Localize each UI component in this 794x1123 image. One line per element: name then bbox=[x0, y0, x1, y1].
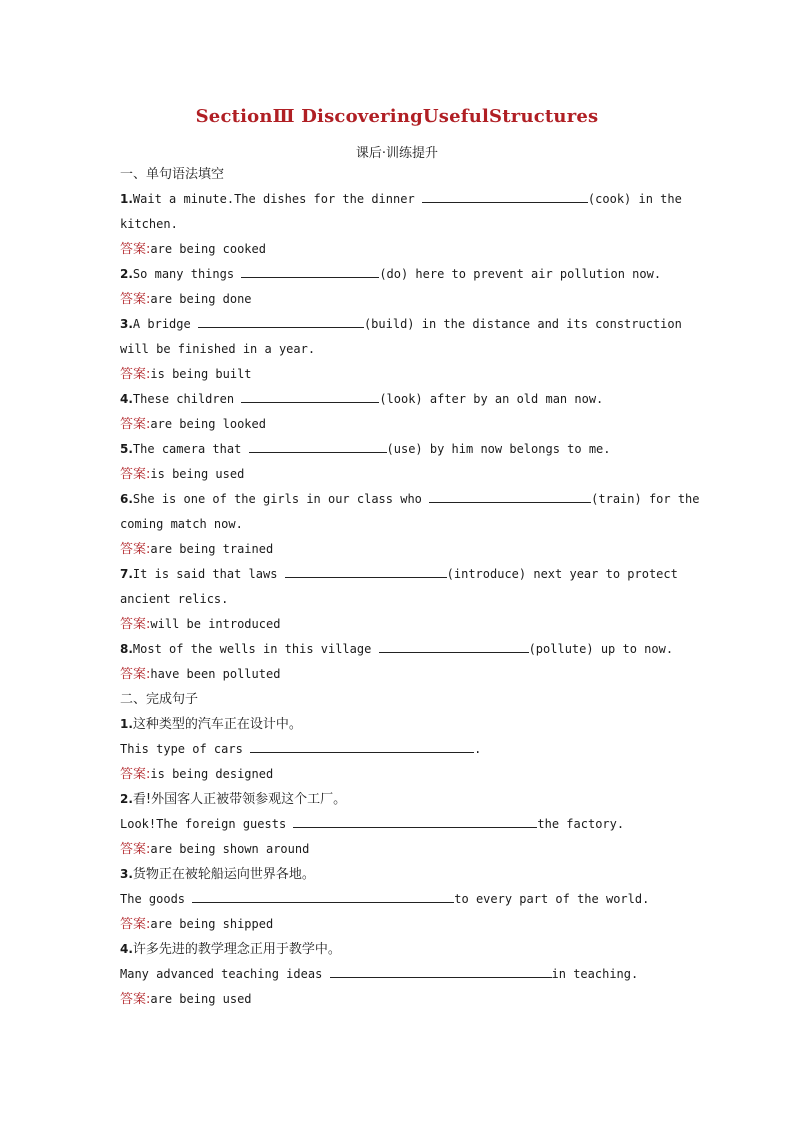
sentence-3-chinese bbox=[120, 862, 674, 887]
question-number: 1. bbox=[120, 192, 133, 206]
answer-text: are being trained bbox=[150, 542, 274, 556]
page-subtitle: 课后·训练提升 bbox=[355, 146, 439, 161]
answer-label: 答案: bbox=[120, 417, 151, 432]
sentence-text: The goods bbox=[120, 892, 186, 906]
answer-3 bbox=[120, 362, 674, 387]
question-text: (cook) in the bbox=[587, 192, 682, 206]
answer-blank[interactable] bbox=[429, 488, 591, 503]
sentence-text: This type of cars bbox=[120, 742, 243, 756]
answer-label: 答案: bbox=[120, 767, 151, 782]
question-text: A bridge bbox=[132, 317, 191, 331]
answer-blank[interactable] bbox=[192, 888, 454, 903]
question-number: 7. bbox=[120, 567, 133, 581]
answer-blank[interactable] bbox=[249, 438, 387, 453]
answer-text: are being looked bbox=[150, 417, 266, 431]
question-text: (use) by him now belongs to me. bbox=[386, 442, 611, 456]
question-number: 2. bbox=[120, 267, 133, 281]
sentence-text: to every part of the world. bbox=[454, 892, 650, 906]
question-number: 1. bbox=[120, 717, 133, 731]
answer-label: 答案: bbox=[120, 367, 151, 382]
answer-4 bbox=[120, 412, 674, 437]
worksheet-body bbox=[120, 162, 700, 1012]
chinese-prompt: 货物正在被轮船运向世界各地。 bbox=[132, 867, 315, 882]
sentence-2-chinese bbox=[120, 787, 674, 812]
answer-text: are being shown around bbox=[150, 842, 310, 856]
answer-label: 答案: bbox=[120, 292, 151, 307]
question-number: 3. bbox=[120, 317, 133, 331]
question-text: She is one of the girls in our class who bbox=[132, 492, 422, 506]
chinese-prompt: 许多先进的教学理念正用于教学中。 bbox=[132, 942, 341, 957]
question-2 bbox=[120, 262, 674, 287]
question-number: 2. bbox=[120, 792, 133, 806]
answer-text: have been polluted bbox=[150, 667, 281, 681]
answer-blank[interactable] bbox=[241, 263, 379, 278]
question-6-line-1 bbox=[120, 487, 700, 512]
sentence-text: the factory. bbox=[537, 817, 625, 831]
sentence-2-english bbox=[120, 812, 674, 837]
answer-label: 答案: bbox=[120, 667, 151, 682]
question-1-line-2: kitchen. bbox=[120, 217, 178, 231]
question-text: (look) after by an old man now. bbox=[379, 392, 604, 406]
answer-s4 bbox=[120, 987, 674, 1012]
question-text: It is said that laws bbox=[132, 567, 278, 581]
answer-text: are being done bbox=[150, 292, 252, 306]
sentence-3-english bbox=[120, 887, 674, 912]
sentence-4-chinese bbox=[120, 937, 674, 962]
sentence-text: in teaching. bbox=[551, 967, 639, 981]
answer-label: 答案: bbox=[120, 992, 151, 1007]
section-heading-fill-blank: 一、单句语法填空 bbox=[120, 167, 225, 182]
question-4 bbox=[120, 387, 674, 412]
question-number: 8. bbox=[120, 642, 133, 656]
answer-s2 bbox=[120, 837, 674, 862]
answer-blank[interactable] bbox=[241, 388, 379, 403]
answer-1 bbox=[120, 237, 674, 262]
answer-label: 答案: bbox=[120, 842, 151, 857]
answer-7 bbox=[120, 612, 674, 637]
question-5 bbox=[120, 437, 674, 462]
chinese-prompt: 这种类型的汽车正在设计中。 bbox=[132, 717, 302, 732]
page-title: SectionⅢ DiscoveringUsefulStructures bbox=[195, 106, 599, 127]
answer-text: are being cooked bbox=[150, 242, 266, 256]
sentence-text: . bbox=[474, 742, 482, 756]
answer-text: is being used bbox=[150, 467, 245, 481]
sentence-1-chinese bbox=[120, 712, 674, 737]
question-number: 3. bbox=[120, 867, 133, 881]
question-text: The camera that bbox=[132, 442, 242, 456]
answer-8 bbox=[120, 662, 674, 687]
question-6-line-2: coming match now. bbox=[120, 517, 243, 531]
section-heading-complete-sentences: 二、完成句子 bbox=[120, 692, 199, 707]
answer-s1 bbox=[120, 762, 674, 787]
question-3-line-1 bbox=[120, 312, 682, 337]
answer-text: are being used bbox=[150, 992, 252, 1006]
answer-blank[interactable] bbox=[250, 738, 474, 753]
answer-blank[interactable] bbox=[285, 563, 447, 578]
answer-blank[interactable] bbox=[422, 188, 588, 203]
sentence-text: Look!The foreign guests bbox=[120, 817, 287, 831]
answer-6 bbox=[120, 537, 674, 562]
question-text: (train) for the bbox=[591, 492, 700, 506]
answer-text: are being shipped bbox=[150, 917, 274, 931]
answer-label: 答案: bbox=[120, 542, 151, 557]
question-7-line-2: ancient relics. bbox=[120, 592, 229, 606]
answer-label: 答案: bbox=[120, 617, 151, 632]
sentence-1-english bbox=[120, 737, 674, 762]
question-number: 6. bbox=[120, 492, 133, 506]
question-text: These children bbox=[132, 392, 235, 406]
answer-5 bbox=[120, 462, 674, 487]
question-text: (introduce) next year to protect bbox=[446, 567, 678, 581]
answer-label: 答案: bbox=[120, 242, 151, 257]
answer-text: is being built bbox=[150, 367, 252, 381]
answer-label: 答案: bbox=[120, 467, 151, 482]
answer-blank[interactable] bbox=[198, 313, 364, 328]
question-3-line-2: will be finished in a year. bbox=[120, 342, 316, 356]
chinese-prompt: 看!外国客人正被带领参观这个工厂。 bbox=[132, 792, 347, 807]
question-number: 4. bbox=[120, 942, 133, 956]
question-text: (pollute) up to now. bbox=[528, 642, 674, 656]
answer-label: 答案: bbox=[120, 917, 151, 932]
question-number: 4. bbox=[120, 392, 133, 406]
question-number: 5. bbox=[120, 442, 133, 456]
answer-text: is being designed bbox=[150, 767, 274, 781]
question-text: (build) in the distance and its construction bbox=[363, 317, 682, 331]
question-text: Most of the wells in this village bbox=[132, 642, 372, 656]
answer-s3 bbox=[120, 912, 674, 937]
question-text: (do) here to prevent air pollution now. bbox=[379, 267, 662, 281]
question-8 bbox=[120, 637, 674, 662]
answer-2 bbox=[120, 287, 674, 312]
answer-blank[interactable] bbox=[379, 638, 529, 653]
question-text: So many things bbox=[132, 267, 235, 281]
question-7-line-1 bbox=[120, 562, 678, 587]
answer-blank[interactable] bbox=[330, 963, 552, 978]
sentence-text: Many advanced teaching ideas bbox=[120, 967, 323, 981]
sentence-4-english bbox=[120, 962, 674, 987]
question-1-line-1 bbox=[120, 187, 682, 212]
question-text: Wait a minute.The dishes for the dinner bbox=[132, 192, 415, 206]
answer-text: will be introduced bbox=[150, 617, 281, 631]
answer-blank[interactable] bbox=[293, 813, 537, 828]
